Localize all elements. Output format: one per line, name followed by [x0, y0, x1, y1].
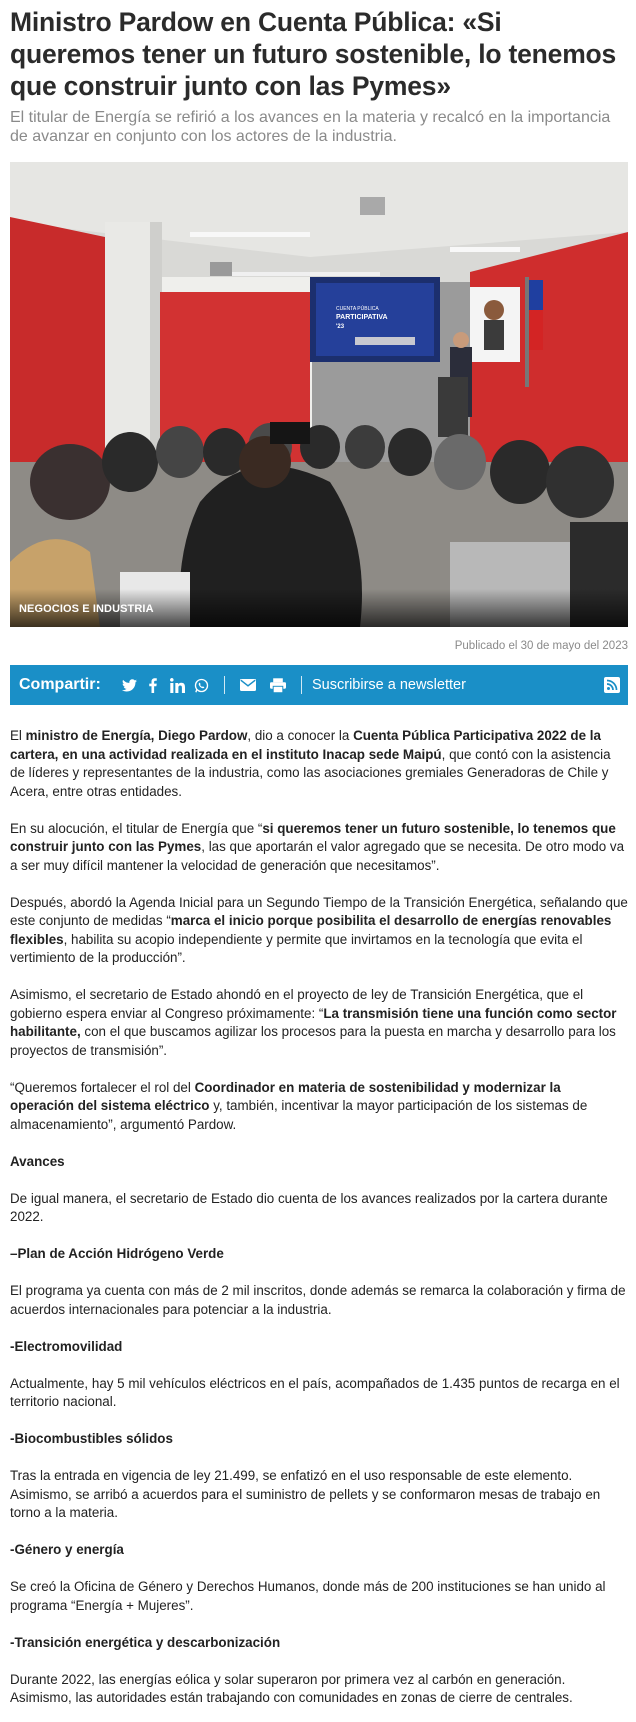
share-bar [10, 665, 628, 705]
published-date: Publicado el 30 de mayo del 2023 [454, 640, 628, 652]
share-icons [110, 676, 310, 694]
paragraph: Se creó la Oficina de Género y Derechos Humanos, donde más de 200 instituciones se han unido al programa “Energía + Mujeres”. [10, 1579, 606, 1613]
paragraph: De igual manera, el secretario de Estado dio cuenta de los avances realizados por la cartera durante 2022. [10, 1190, 608, 1224]
paragraph: Asimismo, el secretario de Estado ahondó en el proyecto de ley de Transición Energética, que el gobierno espera enviar al Congreso próximamente: “La transmisión tiene una función como sector habilitante, con el que buscamos agilizar los procesos para la puesta en marcha y desarrollo para los proyectos de transmisión”. [10, 987, 617, 1058]
share-separator [224, 676, 225, 694]
paragraph: “Queremos fortalecer el rol del Coordinador en materia de sostenibilidad y modernizar la operación del sistema eléctrico y, también, incentivar la mayor participación de los sistemas de almacenamiento”, argumentó Pardow. [10, 1079, 588, 1132]
conference-photo [10, 162, 628, 627]
article-body [10, 727, 628, 1708]
article-subtitle: El titular de Energía se refirió a los avances en la materia y recalcó en la importancia de avanzar en conjunto con los actores de la industria. [10, 109, 611, 145]
section-heading-hidrogeno: –Plan de Acción Hidrógeno Verde [10, 1246, 224, 1261]
paragraph: El ministro de Energía, Diego Pardow, dio a conocer la Cuenta Pública Participativa 2022 de la cartera, en una actividad realizada en el instituto Inacap sede Maipú, que contó con la asistencia de líderes y representantes de la industria, como las asociaciones gremiales Generadoras de Chile y Acera, entre otras entidades. [10, 728, 611, 799]
paragraph: Durante 2022, las energías eólica y solar superaron por primera vez al carbón en generación. Asimismo, las autoridades están trabajando con comunidades en zonas de cierre de centrales. [10, 1671, 573, 1705]
section-heading-genero: -Género y energía [10, 1542, 124, 1557]
category-tag-label[interactable]: NEGOCIOS E INDUSTRIA [19, 603, 154, 615]
email-icon[interactable] [239, 676, 257, 694]
share-separator [301, 676, 302, 694]
twitter-icon[interactable] [120, 676, 138, 694]
section-heading-avances: Avances [10, 1153, 65, 1169]
svg-text:PARTICIPATIVA: PARTICIPATIVA [336, 314, 388, 321]
share-label: Compartir: [19, 676, 101, 693]
section-heading-electromovilidad: -Electromovilidad [10, 1338, 123, 1354]
paragraph: Después, abordó la Agenda Inicial para un Segundo Tiempo de la Transición Energética, señalando que este conjunto de medidas “marca el inicio porque posibilita el desarrollo de energías renovables flexibles, habilita su acopio independiente y permite que invirtamos en la tecnología que evita el vertimiento de la producción”. [10, 894, 628, 965]
article-title: Ministro Pardow en Cuenta Pública: «Si queremos tener un futuro sostenible, lo tenemos que construir junto con las Pymes» [10, 7, 617, 101]
svg-text:CUENTA PÚBLICA: CUENTA PÚBLICA [336, 306, 379, 312]
rss-icon[interactable] [604, 677, 620, 693]
hero-image [10, 162, 628, 627]
newsletter-link[interactable]: Suscribirse a newsletter [312, 677, 466, 693]
whatsapp-icon[interactable] [192, 676, 210, 694]
print-icon[interactable] [269, 676, 287, 694]
paragraph: Tras la entrada en vigencia de ley 21.499, se enfatizó en el uso responsable de este elemento. Asimismo, se arribó a acuerdos para el suministro de pellets y se conformaron mesas de trabajo en torno a la materia. [10, 1468, 601, 1520]
facebook-icon[interactable] [144, 676, 162, 694]
svg-text:'23: '23 [336, 324, 345, 330]
paragraph: En su alocución, el titular de Energía que “si queremos tener un futuro sostenible, lo tenemos que construir junto con las Pymes, las que aportarán el valor agregado que se necesita. De otro modo va a ser muy difícil mantener la velocidad de generación que necesitamos”. [10, 820, 625, 873]
category-tag[interactable] [10, 589, 628, 627]
section-heading-biocombustibles: -Biocombustibles sólidos [10, 1431, 173, 1446]
section-heading-transicion: -Transición energética y descarbonización [10, 1634, 281, 1650]
paragraph: El programa ya cuenta con más de 2 mil inscritos, donde además se remarca la colaboración y firma de acuerdos internacionales para potenciar a la industria. [10, 1283, 626, 1317]
linkedin-icon[interactable] [168, 676, 186, 694]
paragraph: Actualmente, hay 5 mil vehículos eléctricos en el país, acompañados de 1.435 puntos de recarga en el territorio nacional. [10, 1375, 620, 1409]
